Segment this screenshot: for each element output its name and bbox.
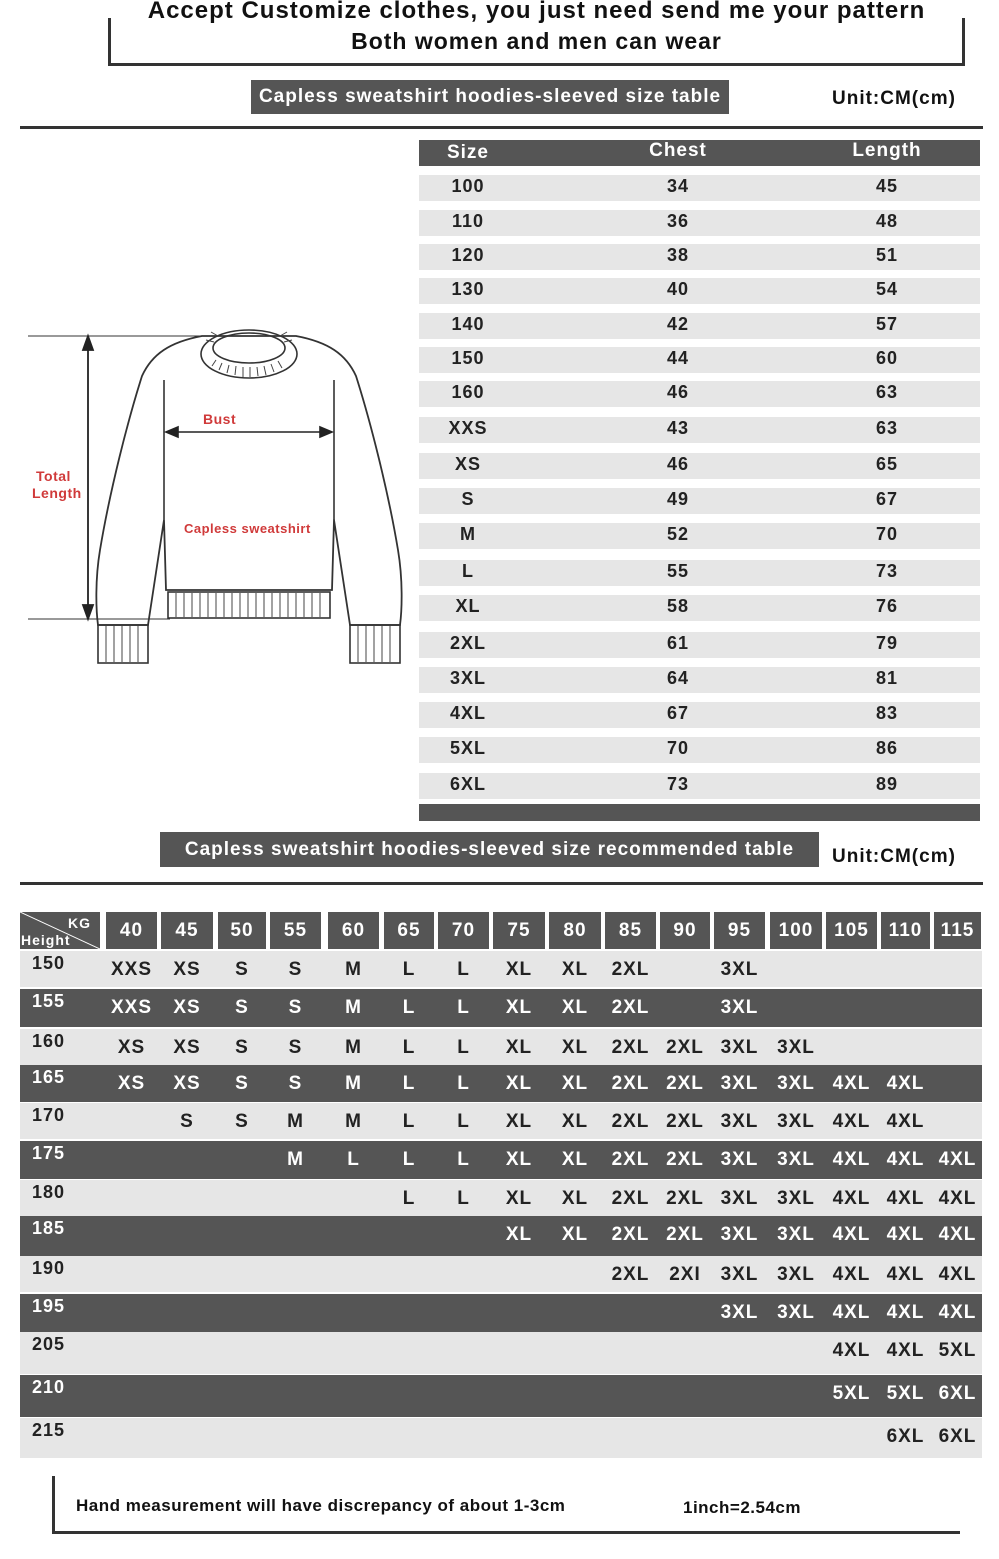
size-recommendation-cell: 4XL [886,1302,925,1323]
size-table-row [419,175,980,201]
size-recommendation-cell: S [235,1073,249,1094]
size-recommendation-cell: XS [173,1037,201,1058]
height-cell: 165 [32,1067,66,1087]
length-cell: 65 [875,454,899,474]
size-table-row [419,523,980,549]
chest-cell: 38 [666,245,690,265]
size-recommendation-cell: M [287,1149,304,1170]
size-recommendation-cell: 3XL [777,1037,815,1058]
size-table-row [419,313,980,339]
size-recommendation-cell: 2XL [611,1224,650,1245]
size-cell: 140 [451,314,485,334]
size-recommendation-cell: XL [505,1037,533,1058]
footer-bracket-left [52,1476,55,1534]
length-cell: 76 [875,596,899,616]
size-recommendation-cell: 3XL [777,1188,815,1209]
size-recommendation-cell: L [402,1188,416,1209]
kg-header-cell: 50 [218,912,266,949]
size-recommendation-cell: XL [561,997,589,1018]
chest-cell: 42 [666,314,690,334]
size-recommendation-cell: 5XL [938,1340,977,1361]
size-recommendation-cell: 4XL [832,1264,871,1285]
header-line-1: Accept Customize clothes, you just need send me your pattern [147,0,926,24]
kg-header-cell: 70 [438,912,489,949]
height-cell: 170 [32,1105,66,1125]
size-recommendation-cell: XL [561,1111,589,1132]
size-recommendation-cell: 4XL [886,1149,925,1170]
height-cell: 205 [32,1334,66,1354]
size-recommendation-cell: XXS [110,997,153,1018]
size-recommendation-cell: 3XL [777,1149,815,1170]
size-recommendation-cell: 4XL [832,1188,871,1209]
size-recommendation-cell: 4XL [938,1188,977,1209]
size-recommendation-cell: 4XL [938,1149,977,1170]
height-cell: 155 [32,991,66,1011]
size-recommendation-cell: XS [173,959,201,980]
size-recommendation-cell: XL [505,1073,533,1094]
size-recommendation-cell: 3XL [777,1302,815,1323]
size-table-row [419,244,980,270]
size-recommendation-cell: L [402,997,416,1018]
kg-header-cell: 55 [270,912,321,949]
size-cell: 3XL [449,668,486,688]
size-cell: L [462,561,474,581]
length-cell: 57 [875,314,899,334]
size-recommendation-cell: XL [561,1188,589,1209]
size-recommendation-cell: 2XL [611,1073,650,1094]
size-recommendation-cell: XL [505,997,533,1018]
size-table-row [419,417,980,443]
footer-note: Hand measurement will have discrepancy of about 1-3cm [76,1496,566,1515]
rec-table-row [20,989,982,1027]
rec-table-row [20,1375,982,1417]
length-cell: 86 [875,738,899,758]
size-table-header [419,140,980,166]
chest-cell: 46 [666,454,690,474]
length-cell: 60 [875,348,899,368]
size-cell: 2XL [449,633,486,653]
size-recommendation-cell: M [345,959,362,980]
size-recommendation-cell: S [288,1037,303,1058]
size-recommendation-cell: 5XL [832,1383,871,1404]
size-recommendation-cell: XS [173,997,201,1018]
kg-header-cell: 95 [714,912,765,949]
kg-header-cell: 85 [605,912,656,949]
size-recommendation-cell: L [457,997,470,1018]
size-recommendation-cell: 6XL [886,1426,925,1447]
size-recommendation-cell: 3XL [720,1037,759,1058]
size-table-row [419,632,980,658]
size-table-row [419,453,980,479]
chest-cell: 44 [666,348,690,368]
chest-cell: 55 [666,561,690,581]
size-recommendation-cell: 2XI [669,1264,701,1285]
chest-cell: 70 [666,738,690,758]
size-recommendation-cell: S [288,1073,303,1094]
length-cell: 63 [875,382,899,402]
length-cell: 79 [875,633,899,653]
height-cell: 180 [32,1182,66,1202]
size-recommendation-cell: S [288,997,303,1018]
size-recommendation-cell: 2XL [666,1224,704,1245]
rec-table-row [20,1216,982,1256]
size-recommendation-cell: S [235,959,249,980]
size-recommendation-cell: 4XL [886,1188,925,1209]
rec-table-row [20,1103,982,1139]
size-recommendation-cell: M [345,1037,362,1058]
length-cell: 63 [875,418,899,438]
size-cell: XL [455,596,481,616]
size-recommendation-cell: L [402,959,416,980]
size-recommendation-cell: S [288,959,303,980]
size-recommendation-cell: 2XL [666,1073,704,1094]
size-cell: 110 [451,211,485,231]
rec-table-row [20,1294,982,1334]
size-table-footer-bar [419,804,980,821]
size-table-row [419,488,980,514]
size-recommendation-cell: 3XL [720,1264,759,1285]
size-recommendation-cell: S [180,1111,194,1132]
size-recommendation-cell: 4XL [886,1224,925,1245]
size-recommendation-cell: 4XL [938,1302,977,1323]
size-recommendation-cell: L [457,1037,470,1058]
height-cell: 190 [32,1258,66,1278]
size-recommendation-cell: 2XL [611,997,650,1018]
size-recommendation-cell: 3XL [720,959,759,980]
size-recommendation-cell: XL [505,1188,533,1209]
size-recommendation-cell: 4XL [832,1149,871,1170]
size-table-row [419,702,980,728]
size-table-row [419,347,980,373]
size-recommendation-cell: M [345,1111,362,1132]
chest-cell: 49 [666,489,690,509]
size-recommendation-cell: 4XL [886,1264,925,1285]
total-length-label-2: Length [32,485,82,501]
size-recommendation-cell: 2XL [611,959,650,980]
height-cell: 150 [32,953,66,973]
chest-cell: 36 [666,211,690,231]
footer-bracket-bottom [52,1531,960,1534]
length-cell: 45 [875,176,899,196]
size-recommendation-cell: S [235,1111,249,1132]
size-recommendation-cell: 3XL [720,997,759,1018]
size-recommendation-cell: XXS [110,959,153,980]
kg-header-cell: 110 [881,912,930,949]
size-recommendation-cell: 3XL [777,1264,815,1285]
chest-cell: 34 [666,176,690,196]
rec-table-row [20,951,982,987]
kg-header-cell: 90 [660,912,710,949]
size-recommendation-cell: 4XL [832,1111,871,1132]
rec-table-row [20,1065,982,1102]
size-recommendation-cell: XL [505,1111,533,1132]
size-recommendation-cell: 4XL [832,1224,871,1245]
kg-header-cell: 65 [384,912,434,949]
kg-header-cell: 75 [493,912,545,949]
kg-header-cell: 80 [549,912,601,949]
corner-height: Height [21,932,71,948]
size-recommendation-cell: S [235,1037,249,1058]
kg-header-cell: 100 [770,912,822,949]
size-recommendation-cell: 2XL [666,1149,704,1170]
size-recommendation-cell: L [402,1111,416,1132]
chest-cell: 73 [666,774,690,794]
size-recommendation-cell: L [457,1188,470,1209]
size-table-row [419,381,980,407]
size-table-row [419,560,980,586]
size-recommendation-cell: 2XL [666,1037,704,1058]
corner-cell [20,912,100,949]
size-recommendation-cell: 2XL [611,1111,650,1132]
size-recommendation-cell: 4XL [832,1073,871,1094]
length-cell: 48 [875,211,899,231]
kg-header-cell: 105 [826,912,877,949]
size-recommendation-cell: 4XL [832,1340,871,1361]
size-recommendation-cell: 2XL [666,1188,704,1209]
size-recommendation-cell: XS [173,1073,201,1094]
size-recommendation-cell: 3XL [720,1111,759,1132]
height-cell: 185 [32,1218,66,1238]
length-cell: 67 [875,489,899,509]
size-recommendation-cell: XL [561,1149,589,1170]
size-recommendation-cell: L [457,959,470,980]
size-recommendation-cell: 3XL [777,1111,815,1132]
height-cell: 175 [32,1143,66,1163]
size-table-row [419,278,980,304]
rec-table-row [20,1256,982,1292]
length-cell: 83 [875,703,899,723]
kg-header-cell: 60 [328,912,379,949]
size-cell: 120 [451,245,485,265]
size-recommendation-cell: XL [505,1224,533,1245]
size-cell: S [461,489,475,509]
size-recommendation-cell: 5XL [886,1383,925,1404]
garment-label: Capless sweatshirt [184,521,311,536]
corner-kg: KG [68,915,91,931]
size-recommendation-cell: 4XL [938,1264,977,1285]
rec-table-row [20,1141,982,1179]
size-cell: 4XL [449,703,486,723]
length-cell: 73 [875,561,899,581]
size-recommendation-cell: 6XL [938,1426,977,1447]
size-table-row [419,737,980,763]
size-recommendation-cell: L [457,1111,470,1132]
size-cell: 5XL [449,738,486,758]
col-length: Length [852,140,922,161]
size-recommendation-cell: XL [561,959,589,980]
size-recommendation-cell: M [345,1073,362,1094]
size-table-title: Capless sweatshirt hoodies-sleeved size table [251,80,729,114]
kg-header-cell: 45 [161,912,213,949]
size-recommendation-cell: 4XL [886,1340,925,1361]
bust-label: Bust [203,411,237,427]
length-cell: 70 [875,524,899,544]
size-recommendation-cell: L [347,1149,360,1170]
size-cell: 6XL [449,774,486,794]
rec-table-row [20,1029,982,1065]
size-cell: XXS [448,418,488,438]
size-recommendation-cell: 2XL [611,1037,650,1058]
col-chest: Chest [649,140,707,161]
height-cell: 160 [32,1031,66,1051]
size-table-row [419,773,980,799]
length-cell: 81 [875,668,899,688]
size-recommendation-cell: 4XL [886,1111,925,1132]
size-cell: M [460,524,476,544]
chest-cell: 40 [666,279,690,299]
size-recommendation-cell: 6XL [938,1383,977,1404]
chest-cell: 67 [666,703,690,723]
size-recommendation-cell: XL [561,1037,589,1058]
size-recommendation-cell: L [402,1073,416,1094]
size-recommendation-cell: 2XL [611,1264,650,1285]
size-table-row [419,595,980,621]
size-cell: 130 [451,279,485,299]
chest-cell: 46 [666,382,690,402]
size-recommendation-cell: XS [117,1073,146,1094]
size-recommendation-cell: 4XL [886,1073,925,1094]
size-recommendation-cell: 3XL [720,1149,759,1170]
size-recommendation-cell: 4XL [832,1302,871,1323]
rec-table-row [20,1418,982,1458]
size-recommendation-cell: L [457,1149,470,1170]
rec-table-title: Capless sweatshirt hoodies-sleeved size recommended table [160,832,819,867]
size-cell: XS [454,454,481,474]
size-recommendation-cell: 3XL [777,1073,815,1094]
divider [20,126,983,129]
rec-table-row [20,1332,982,1374]
kg-header-cell: 115 [934,912,981,949]
kg-header-cell: 40 [106,912,157,949]
length-cell: 89 [875,774,899,794]
divider [20,882,983,885]
size-table-row [419,667,980,693]
chest-cell: 61 [666,633,690,653]
rec-table-unit: Unit:CM(cm) [832,846,956,867]
size-recommendation-cell: L [402,1037,416,1058]
size-recommendation-cell: L [402,1149,416,1170]
chest-cell: 58 [666,596,690,616]
height-cell: 195 [32,1296,66,1316]
size-recommendation-cell: 3XL [720,1302,759,1323]
size-recommendation-cell: XL [561,1224,589,1245]
header-line-2: Both women and men can wear [351,28,722,54]
size-recommendation-cell: XL [561,1073,589,1094]
size-recommendation-cell: 3XL [720,1188,759,1209]
height-cell: 215 [32,1420,66,1440]
size-recommendation-cell: S [235,997,249,1018]
height-cell: 210 [32,1377,66,1397]
size-recommendation-cell: 2XL [666,1111,704,1132]
length-cell: 51 [875,245,899,265]
size-cell: 100 [451,176,485,196]
footer-inch: 1inch=2.54cm [683,1498,801,1517]
size-cell: 160 [451,382,485,402]
size-recommendation-cell: M [345,997,362,1018]
size-table-unit: Unit:CM(cm) [832,88,956,109]
size-recommendation-cell: XL [505,959,533,980]
size-recommendation-cell: XL [505,1149,533,1170]
length-cell: 54 [875,279,899,299]
size-recommendation-cell: 3XL [720,1224,759,1245]
size-recommendation-cell: 2XL [611,1188,650,1209]
size-table-row [419,210,980,236]
size-recommendation-cell: 3XL [720,1073,759,1094]
chest-cell: 43 [666,418,690,438]
rec-table-row [20,1180,982,1216]
size-recommendation-cell: M [287,1111,304,1132]
size-recommendation-cell: XS [117,1037,146,1058]
size-cell: 150 [451,348,485,368]
size-recommendation-cell: L [457,1073,470,1094]
size-recommendation-cell: 4XL [938,1224,977,1245]
col-size: Size [446,142,490,163]
size-recommendation-cell: 3XL [777,1224,815,1245]
chest-cell: 52 [666,524,690,544]
size-recommendation-cell: 2XL [611,1149,650,1170]
total-length-label-1: Total [36,468,71,484]
chest-cell: 64 [666,668,690,688]
